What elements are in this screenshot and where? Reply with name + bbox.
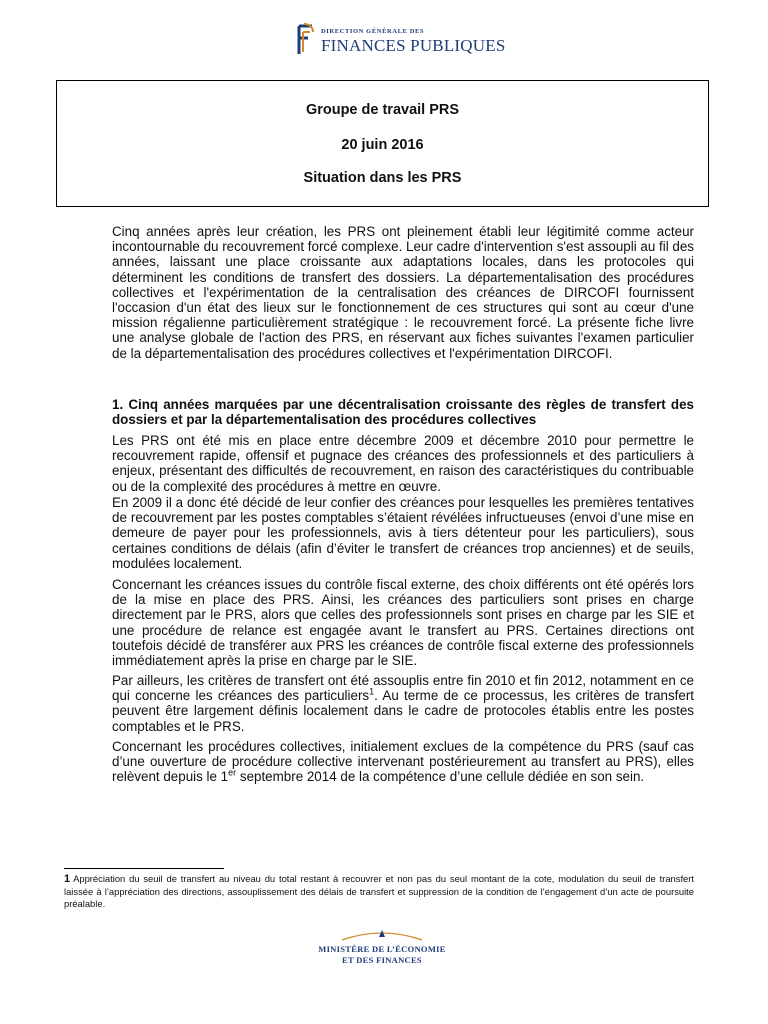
footnote-ref[interactable]: 1 [369, 686, 375, 697]
document-subtitle: Situation dans les PRS [303, 170, 462, 186]
footnote-text: Appréciation du seuil de transfert au niveau du total restant à recouvrer et non pas du seul montant de la cote, modulation du seuil de transfert laissée à l’appréciation des directions, assouplissement des délais de transfert et suppression de la condition de l’engagement d’un acte de poursuite préalable. [64, 873, 694, 909]
document-title: Groupe de travail PRS [305, 102, 460, 118]
paragraph-5-text-a: Concernant les procédures collectives, initialement exclues de la compétence du PRS (sauf cas d’une ouverture de procédure collective intervenant postérieurement au transfert au PRS), elles relèvent depuis le 1 [112, 739, 694, 785]
document-date: 20 juin 2016 [341, 137, 424, 153]
paragraph-4-text-a: Par ailleurs, les critères de transfert ont été assouplis entre fin 2010 et fin 2012, notamment en ce qui concerne les créances des particuliers [112, 673, 694, 704]
section-1-heading: 1. Cinq années marquées par une décentralisation croissante des règles de transfert des dossiers et par la départementalisation des procédures collectives [112, 397, 694, 428]
logo-subtitle: DIRECTION GÉNÉRALE DES [321, 28, 425, 35]
ministry-arc-icon [312, 924, 452, 944]
paragraph-5-text-b: septembre 2014 de la compétence d’une cellule dédiée en son sein. [236, 769, 645, 785]
section-1-paragraph-1: Les PRS ont été mis en place entre décembre 2009 et décembre 2010 pour permettre le recouvrement rapide, offensif et pugnace des créances des professionnels et des particuliers à enjeux, présentant des difficultés de recouvrement, en raison des caractéristiques du contribuable ou de la complexité des procédures à mettre en œuvre. [112, 433, 694, 494]
footnote-separator [64, 868, 224, 869]
document-title-box [56, 80, 709, 207]
ordinal-superscript: er [228, 767, 237, 778]
section-1-paragraph-4 [112, 673, 694, 734]
logo-title: FINANCES PUBLIQUES [321, 36, 506, 55]
dgfip-emblem-icon [296, 22, 316, 56]
section-1-paragraph-5 [112, 739, 694, 785]
footnote-number: 1 [64, 873, 71, 885]
dgfip-logo [296, 22, 506, 58]
ministry-logo [312, 924, 452, 970]
footnote [64, 873, 694, 911]
ministry-name-line-1: MINISTÈRE DE L’ÉCONOMIE [318, 944, 446, 954]
section-1-paragraph-2: En 2009 il a donc été décidé de leur confier des créances pour lesquelles les premières tentatives de recouvrement par les postes comptables s’étaient révélées infructueuses (envoi d’une mise en demeure de payer pour les professionnels, avis à tiers détenteur pour les particuliers), sous certaines conditions de délais (afin d’éviter le transfert de créances trop anciennes) et de seuils, modulées localement. [112, 495, 694, 571]
ministry-name-line-2: ET DES FINANCES [342, 955, 422, 965]
section-1-paragraph-3: Concernant les créances issues du contrôle fiscal externe, des choix différents ont été opérés lors de la mise en place des PRS. Ainsi, les créances des particuliers sont prises en charge directement par le PRS, alors que celles des professionnels sont prises en charge par les SIE et une procédure de relance est engagée avant le transfert au PRS. Certaines directions ont toutefois décidé de transférer aux PRS les créances de contrôle fiscal externe des professionnels immédiatement après la prise en charge par le SIE. [112, 577, 694, 669]
paragraph-4-text-b: . Au terme de ce processus, les critères de transfert peuvent être largement définis localement dans le cadre de protocoles établis entre les postes comptables et le PRS. [112, 688, 695, 734]
intro-paragraph: Cinq années après leur création, les PRS ont pleinement établi leur légitimité comme acteur incontournable du recouvrement forcé complexe. Leur cadre d'intervention s'est assoupli au fil des années, laissant une place croissante aux adaptations locales, dans les protocoles qui déterminent les conditions de transfert des dossiers. La départementalisation des procédures collectives et l'expérimentation de la centralisation des créances de DIRCOFI fournissent l'occasion d'un état des lieux sur le fonctionnement de ces structures qui sont au cœur d'une mission régalienne particulièrement stratégique : le recouvrement forcé. La présente fiche livre une analyse globale de l'action des PRS, en réservant aux fiches suivantes l'examen particulier de la départementalisation des procédures collectives et l'expérimentation DIRCOFI. [112, 224, 694, 361]
